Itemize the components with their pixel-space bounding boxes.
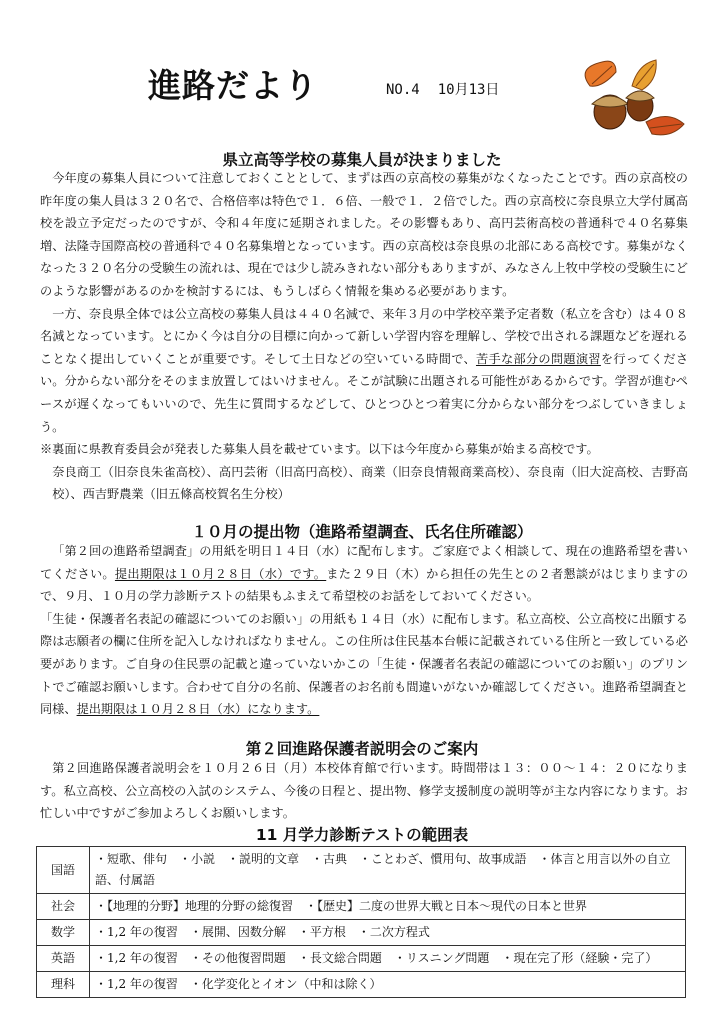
school-list: 奈良商工（旧奈良朱雀高校）、高円芸術（旧高円高校）、商業（旧奈良情報商業高校）、奈良南（旧大淀高校、吉野高校）、西吉野農業（旧五條高校賀名生分校） bbox=[52, 464, 688, 502]
section-heading-test-range: 11 月学力診断テストの範囲表 bbox=[255, 826, 469, 844]
paragraph bbox=[40, 303, 688, 439]
range-cell: ・【地理的分野】地理的分野の総復習 ・【歴史】二度の世界大戦と日本～現代の日本と世界 bbox=[90, 894, 686, 920]
subject-cell: 理科 bbox=[37, 972, 90, 998]
table-row bbox=[37, 847, 686, 894]
table-row bbox=[37, 920, 686, 946]
section-heading-recruitment: 県立高等学校の募集人員が決まりました bbox=[222, 151, 502, 169]
subject-cell: 社会 bbox=[37, 894, 90, 920]
range-cell: ・1,2 年の復習 ・その他復習問題 ・長文総合問題 ・リスニング問題 ・現在完了形（経験・完了） bbox=[90, 946, 686, 972]
text-run: 「生徒・保護者名表記の確認についてのお願い」の用紙も１４日（水）に配布します。私立高校、公立高校に出願する際は志願者の欄に住所を記入しなければなりません。この住所は住民基本台帳に記載されている住所と一致している必要があります。ご自身の住民票の記載と違っていないかこの「生徒・保護者名表記の確認についてのお願い」のプリントでご確認お願いします。合わせて自分の名前、保護者のお名前も間違いがないか確認してください。進路希望調査と同様、 bbox=[40, 611, 688, 717]
paragraph: 今年度の募集人員について注意しておくこととして、まずは西の京高校の募集がなくなったことです。西の京高校の昨年度の集人員は３２０名で、合格倍率は特色で１．６倍、一般で１．２倍でした。西の京高校に奈良県立大学付属高校を設立予定だったのですが、令和４年度に延期されました。その影響もあり、高円芸術高校の普通科で４０名募集増、法隆寺国際高校の普通科で４０名募集増となっています。西の京高校は奈良県の北部にある高校です。募集がなくなった３２０名分の受験生の流れは、現在では少し読みきれない部分もありますが、みなさん上牧中学校の受験生にどのような影響があるのかを検討するには、もうしばらく情報を集める必要があります。 bbox=[40, 171, 688, 298]
table-row bbox=[37, 946, 686, 972]
section-submissions-body bbox=[40, 540, 688, 721]
acorn-leaves-icon bbox=[572, 58, 686, 138]
section-heading-submissions: １０月の提出物（進路希望調査、氏名住所確認） bbox=[191, 523, 533, 541]
paragraph bbox=[40, 540, 688, 608]
note: ※裏面に県教育委員会が発表した募集人員を載せています。以下は今年度から募集が始まる高校です。 bbox=[40, 442, 599, 457]
issue-number: NO.4 bbox=[386, 82, 420, 98]
text-run: 一方、奈良県全体では公立高校の募集人員は４４０名減で、来年３月の中学校卒業予定者数（私立を含む）は４０８名減となっています。とにかく今は自分の目標に向かって新しい学習内容を理解し、学校で出される課題などを遅れることなく提出していくことが重要です。そして土日などの空いている時間で、 bbox=[40, 306, 688, 366]
section-recruitment-body bbox=[40, 167, 688, 506]
test-range-table bbox=[36, 846, 686, 998]
deadline-underlined: 提出期限は１０月２８日（水）です。 bbox=[114, 566, 327, 581]
issue-info bbox=[386, 79, 517, 99]
text-run: を行ってください。分からない部分をそのまま放置してはいけません。そこが試験に出題される可能性があるからです。学習が進むペースが遅くなってもいいので、先生に質問するなどして、ひとつひとつ着実に分からない部分をつぶしていきましょう。 bbox=[40, 351, 689, 434]
subject-cell: 国語 bbox=[37, 847, 90, 894]
paragraph: 第２回進路保護者説明会を１０月２６日（月）本校体育館で行います。時間帯は１３：００～１４：２０になります。私立高校、公立高校の入試のシステム、今後の日程と、提出物、修学支援制度の説明等が主な内容になります。お忙しい中ですがご参加よろしくお願いします。 bbox=[40, 761, 688, 821]
underlined-text: 苦手な部分の問題演習 bbox=[475, 351, 601, 366]
range-cell: ・1,2 年の復習 ・化学変化とイオン（中和は除く） bbox=[90, 972, 686, 998]
paragraph bbox=[40, 608, 688, 721]
range-cell: ・1,2 年の復習 ・展開、因数分解 ・平方根 ・二次方程式 bbox=[90, 920, 686, 946]
subject-cell: 英語 bbox=[37, 946, 90, 972]
range-cell: ・短歌、俳句 ・小説 ・説明的文章 ・古典 ・ことわざ、慣用句、故事成語 ・体言と用言以外の自立語、付属語 bbox=[90, 847, 686, 894]
text-run: 「第２回の進路希望調査」の用紙を明日１４日（水）に配布します。ご家庭でよく相談して、現在の進路希望を書いてください。 bbox=[40, 544, 688, 581]
section-heading-briefing: 第２回進路保護者説明会のご案内 bbox=[245, 740, 479, 758]
issue-date: 10月13日 bbox=[437, 82, 500, 98]
subject-cell: 数学 bbox=[37, 920, 90, 946]
table-row bbox=[37, 972, 686, 998]
table-row bbox=[37, 894, 686, 920]
text-run: また２９日（木）から担任の先生との２者懇談がはじまりますので、９月、１０月の学力診断テストの結果もふまえて希望校のお話をしておいてください。 bbox=[40, 566, 689, 604]
deadline-underlined: 提出期限は１０月２８日（水）になります。 bbox=[76, 702, 320, 717]
section-briefing-body bbox=[40, 757, 688, 825]
newsletter-title: 進路だより bbox=[148, 66, 318, 105]
